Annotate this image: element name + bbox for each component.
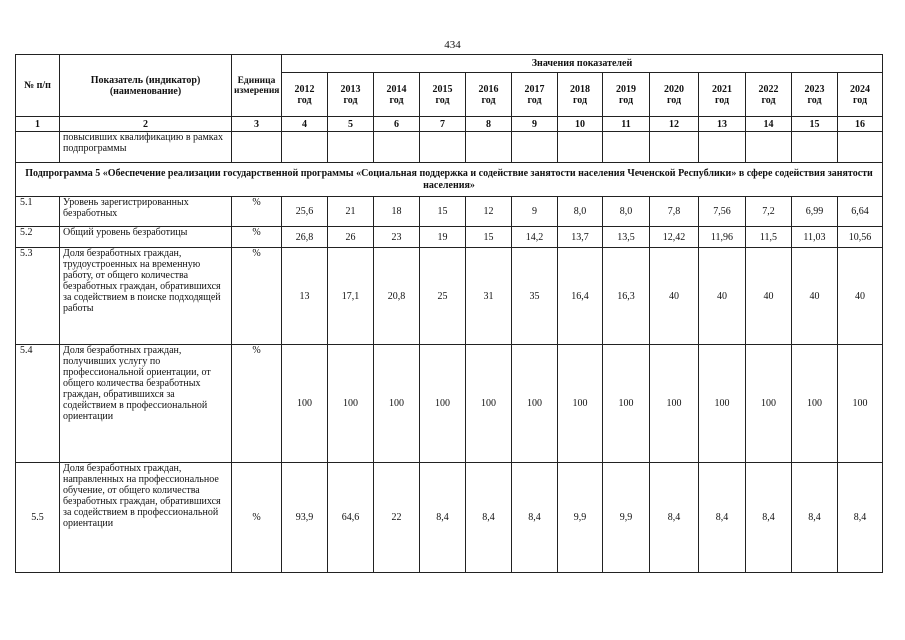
value-cell: 8,4	[512, 463, 558, 573]
column-index: 15	[792, 117, 838, 132]
table-row	[16, 345, 883, 463]
year-label: 2012	[294, 83, 315, 95]
year-label: 2023	[804, 83, 825, 95]
value-cell: 100	[282, 345, 328, 463]
value-cell: 9	[512, 197, 558, 227]
value-cell: 22	[374, 463, 420, 573]
year-header	[603, 73, 650, 117]
value-cell: 26	[328, 227, 374, 248]
value-cell: 8,4	[838, 463, 883, 573]
year-label: 2019	[616, 83, 636, 95]
unit-cell: %	[232, 248, 282, 345]
year-header	[650, 73, 699, 117]
value-cell: 25	[420, 248, 466, 345]
value-cell: 7,8	[650, 197, 699, 227]
column-index: 8	[466, 117, 512, 132]
year-label: 2017	[524, 83, 545, 95]
column-index: 14	[746, 117, 792, 132]
value-cell: 8,4	[650, 463, 699, 573]
year-header	[420, 73, 466, 117]
year-label: 2018	[570, 83, 590, 95]
year-label: 2022	[758, 83, 779, 95]
value-cell: 6,64	[838, 197, 883, 227]
value-cell: 13,7	[558, 227, 603, 248]
column-index: 5	[328, 117, 374, 132]
page-number: 434	[444, 39, 461, 51]
value-cell: 17,1	[328, 248, 374, 345]
year-header	[558, 73, 603, 117]
value-cell: 8,4	[420, 463, 466, 573]
continuation-row	[16, 132, 883, 163]
column-index: 13	[699, 117, 746, 132]
value-cell: 100	[420, 345, 466, 463]
value-cell: 21	[328, 197, 374, 227]
year-suffix: год	[572, 94, 588, 106]
value-cell: 19	[420, 227, 466, 248]
year-suffix: год	[527, 94, 542, 106]
value-cell: 9,9	[558, 463, 603, 573]
value-cell: 8,4	[746, 463, 792, 573]
value-cell: 10,56	[838, 227, 883, 248]
value-cell: 25,6	[282, 197, 328, 227]
value-cell: 9,9	[603, 463, 650, 573]
year-suffix: год	[618, 94, 634, 106]
column-index: 4	[282, 117, 328, 132]
column-index: 3	[232, 117, 282, 132]
column-index: 1	[16, 117, 60, 132]
values-header: Значения показателей	[282, 55, 883, 73]
value-cell: 100	[746, 345, 792, 463]
value-cell: 35	[512, 248, 558, 345]
value-cell: 40	[838, 248, 883, 345]
column-index: 7	[420, 117, 466, 132]
year-label: 2014	[386, 83, 407, 95]
value-cell: 16,3	[603, 248, 650, 345]
year-label: 2016	[478, 83, 499, 95]
table-row	[16, 227, 883, 248]
year-suffix: год	[297, 94, 312, 106]
year-suffix: год	[807, 94, 822, 106]
year-label: 2020	[664, 83, 684, 95]
value-cell: 15	[420, 197, 466, 227]
column-index: 2	[60, 117, 232, 132]
value-cell: 7,56	[699, 197, 746, 227]
value-cell: 40	[699, 248, 746, 345]
value-cell: 6,99	[792, 197, 838, 227]
indicator-name: Доля безработных граждан, направленных на профессиональное обучение, от общего количества безработных граждан, обратившихся за содействием в профессиональной ориентации	[60, 463, 232, 573]
row-number: 5.4	[16, 345, 60, 463]
unit-cell: %	[232, 227, 282, 248]
year-header	[512, 73, 558, 117]
row-number: 5.3	[16, 248, 60, 345]
table-row	[16, 463, 883, 573]
year-suffix: год	[343, 94, 358, 106]
value-cell: 100	[650, 345, 699, 463]
value-cell: 8,0	[558, 197, 603, 227]
value-cell: 100	[838, 345, 883, 463]
year-header	[838, 73, 883, 117]
indicator-name: Уровень зарегистрированных безработных	[60, 197, 232, 227]
column-index: 16	[838, 117, 883, 132]
year-header	[328, 73, 374, 117]
year-label: 2015	[432, 83, 453, 95]
num-header: № п/п	[16, 55, 60, 117]
value-cell: 8,4	[699, 463, 746, 573]
year-label: 2021	[712, 83, 732, 95]
indicators-table	[15, 54, 883, 573]
indicator-name: Доля безработных граждан, трудоустроенных на временную работу, от общего количества безработных граждан, обратившихся за содействием в поиске подходящей работы	[60, 248, 232, 345]
unit-cell: %	[232, 463, 282, 573]
column-index: 12	[650, 117, 699, 132]
year-suffix: год	[435, 94, 450, 106]
value-cell: 31	[466, 248, 512, 345]
value-cell: 18	[374, 197, 420, 227]
row-number: 5.5	[16, 463, 60, 573]
year-header	[374, 73, 420, 117]
year-suffix: год	[389, 94, 404, 106]
year-header	[699, 73, 746, 117]
value-cell: 40	[650, 248, 699, 345]
column-index: 9	[512, 117, 558, 132]
value-cell: 14,2	[512, 227, 558, 248]
table-row	[16, 248, 883, 345]
column-index-row	[16, 117, 883, 132]
value-cell: 100	[792, 345, 838, 463]
value-cell: 26,8	[282, 227, 328, 248]
unit-header: Единица измерения	[232, 55, 282, 117]
value-cell: 64,6	[328, 463, 374, 573]
year-suffix: год	[666, 94, 682, 106]
value-cell: 15	[466, 227, 512, 248]
value-cell: 93,9	[282, 463, 328, 573]
column-index: 6	[374, 117, 420, 132]
value-cell: 23	[374, 227, 420, 248]
value-cell: 100	[603, 345, 650, 463]
value-cell: 16,4	[558, 248, 603, 345]
value-cell: 100	[374, 345, 420, 463]
table-row	[16, 197, 883, 227]
year-label: 2024	[850, 83, 871, 95]
value-cell: 13	[282, 248, 328, 345]
year-suffix: год	[852, 94, 868, 106]
value-cell: 8,4	[466, 463, 512, 573]
row-number: 5.2	[16, 227, 60, 248]
value-cell: 13,5	[603, 227, 650, 248]
subprogram-row	[16, 163, 883, 197]
column-index: 11	[603, 117, 650, 132]
value-cell: 100	[512, 345, 558, 463]
value-cell: 20,8	[374, 248, 420, 345]
value-cell: 11,5	[746, 227, 792, 248]
value-cell: 11,96	[699, 227, 746, 248]
year-header	[792, 73, 838, 117]
value-cell: 100	[558, 345, 603, 463]
indicator-header: Показатель (индикатор) (наименование)	[60, 55, 232, 117]
year-label: 2013	[340, 83, 361, 95]
year-suffix: год	[761, 94, 776, 106]
continuation-text: повысивших квалификацию в рамках подпрограммы	[60, 132, 232, 163]
value-cell: 100	[699, 345, 746, 463]
indicator-name: Общий уровень безработицы	[60, 227, 232, 248]
value-cell: 11,03	[792, 227, 838, 248]
year-suffix: год	[481, 94, 496, 106]
year-header	[746, 73, 792, 117]
subprogram-title: Подпрограмма 5 «Обеспечение реализации государственной программы «Социальная поддержка и содействие занятости населения Чеченской Республики» в сфере содействия занятости населения»	[16, 163, 883, 197]
value-cell: 8,4	[792, 463, 838, 573]
unit-cell: %	[232, 197, 282, 227]
value-cell: 100	[328, 345, 374, 463]
indicator-name: Доля безработных граждан, получивших услугу по профессиональной ориентации, от общего количества безработных граждан, обратившихся за содействием в профессиональной ориентации	[60, 345, 232, 463]
value-cell: 8,0	[603, 197, 650, 227]
value-cell: 12,42	[650, 227, 699, 248]
year-header	[282, 73, 328, 117]
column-index: 10	[558, 117, 603, 132]
value-cell: 40	[746, 248, 792, 345]
row-number: 5.1	[16, 197, 60, 227]
value-cell: 40	[792, 248, 838, 345]
value-cell: 7,2	[746, 197, 792, 227]
year-suffix: год	[714, 94, 730, 106]
value-cell: 100	[466, 345, 512, 463]
value-cell: 12	[466, 197, 512, 227]
year-header	[466, 73, 512, 117]
unit-cell: %	[232, 345, 282, 463]
